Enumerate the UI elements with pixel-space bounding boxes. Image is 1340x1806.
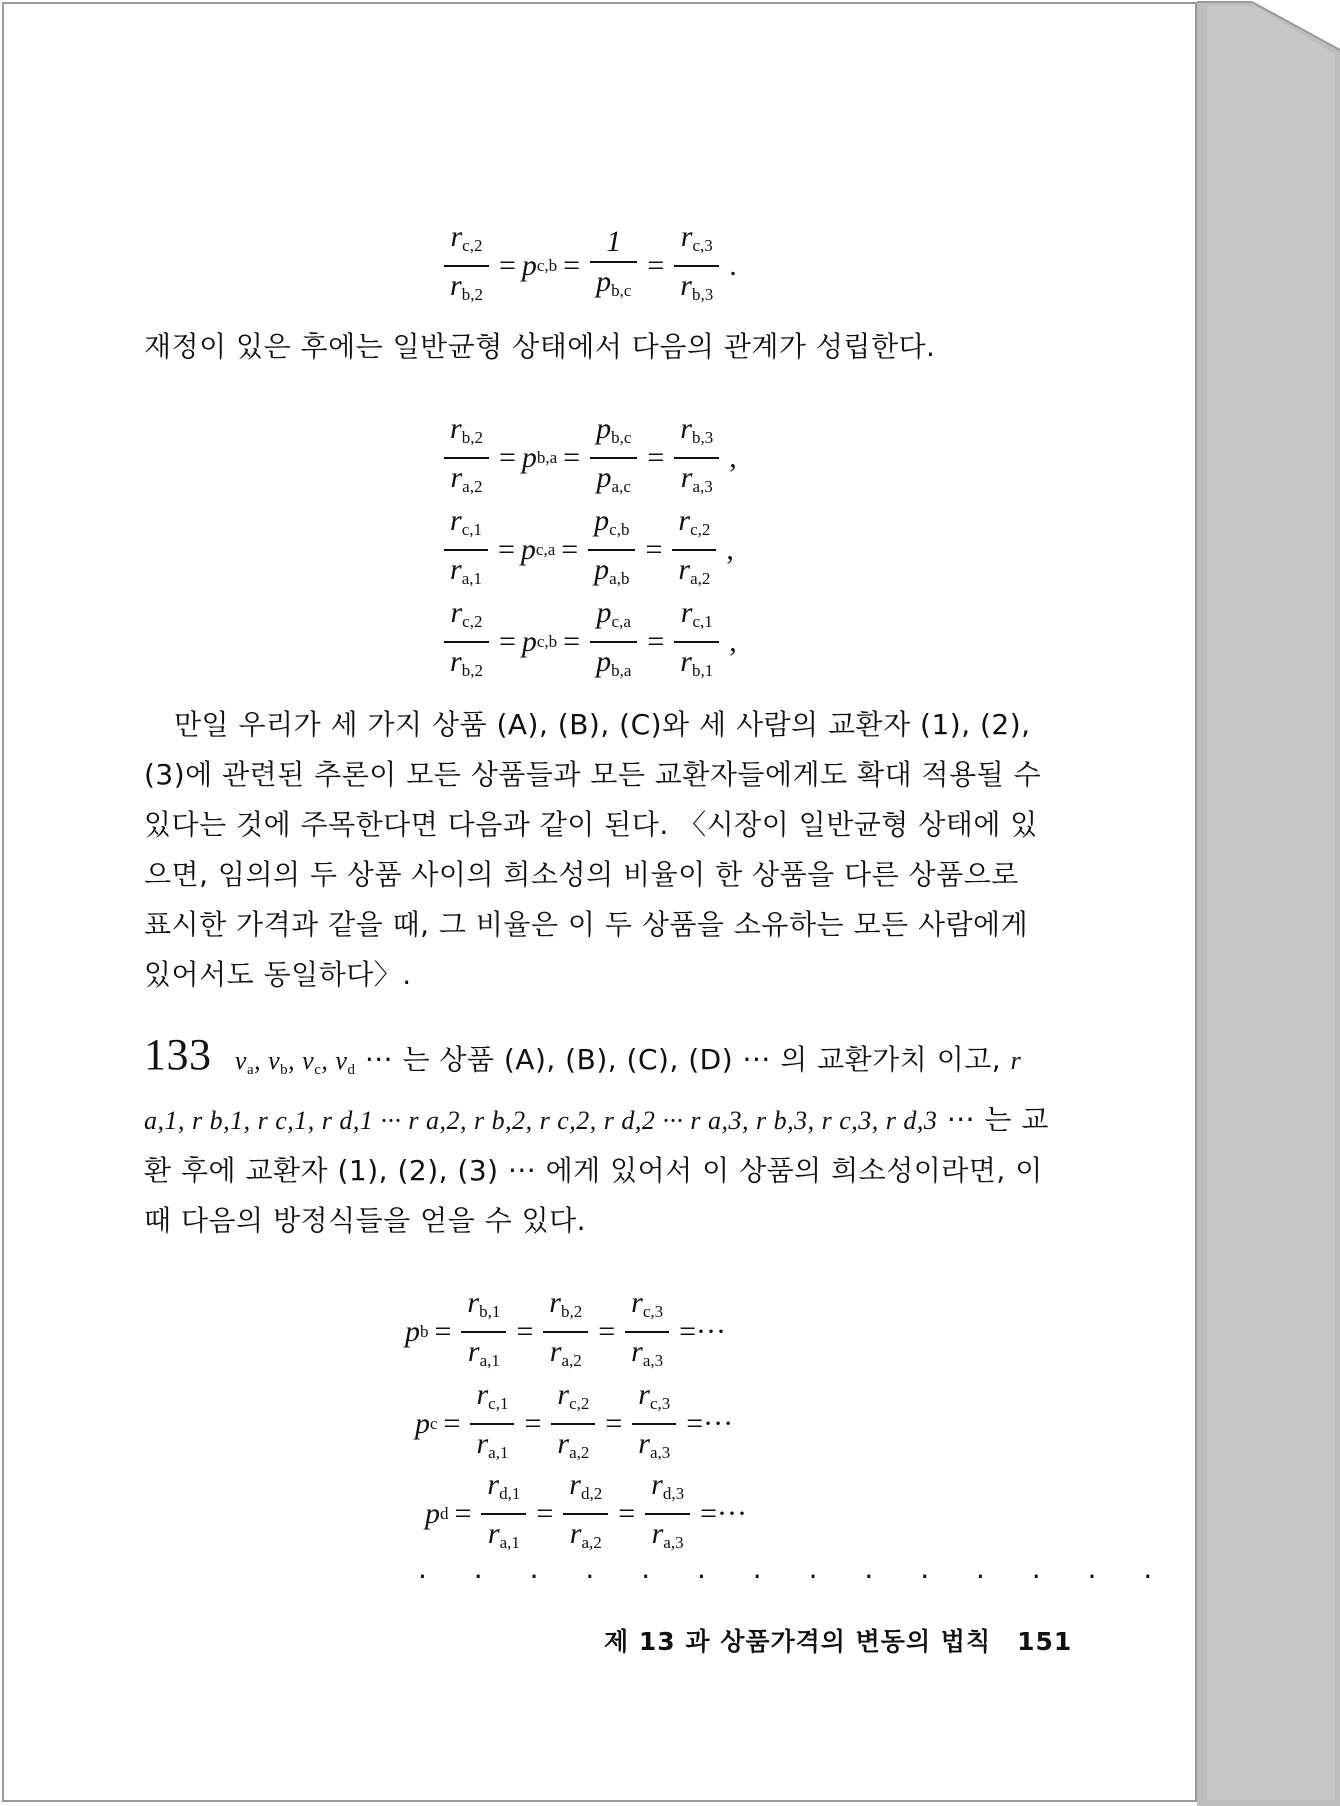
value-symbols: $v_a$, $v_b$, $v_c$, $v_d$	[234, 1046, 356, 1078]
equation-5: p b = $\frac{r_{b,1}}{r_{a,1}}$ = $\frac{r_{b,2}}{r_{a,2}}$ = $\frac{r_{c,3}}{r_{a,3}}$ =···	[405, 1286, 727, 1370]
paragraph-1: 재정이 있은 후에는 일반균형 상태에서 다음의 관계가 성립한다.	[144, 330, 936, 363]
section-number: 133	[144, 1030, 212, 1079]
equation-4: $\frac{r_{c,2}}{r_{b,2}}$ = p c,b = $\frac{p_{c,a}}{p_{b,a}}$ = $\frac{r_{c,1}}{r_{b,1}}$ ,	[440, 594, 737, 690]
chapter-title: 제 13 과 상품가격의 변동의 법칙	[604, 1627, 992, 1656]
continuation-dots: . . . . . . . . . . . . . .	[418, 1552, 1172, 1585]
scarcity-symbols: r a,1, r b,1, r c,1, r d,1 ··· r a,2, r b,2, r c,2, r d,2 ··· r a,3, r b,3, r c,3, r d,3	[144, 1046, 1022, 1135]
equation-3: $\frac{r_{c,1}}{r_{a,1}}$ = p c,a = $\frac{p_{c,b}}{p_{a,b}}$ = $\frac{r_{c,2}}{r_{a,2}}$ ,	[440, 502, 734, 598]
equation-7: p d = $\frac{r_{d,1}}{r_{a,1}}$ = $\frac{r_{d,2}}{r_{a,2}}$ = $\frac{r_{d,3}}{r_{a,3}}$ =···	[425, 1468, 747, 1552]
page-number: 151	[1017, 1627, 1073, 1656]
paragraph-133: 133 $v_a$, $v_b$, $v_c$, $v_d$ ··· 는 상품 (A), (B), (C), (D) ··· 의 교환가치 이고, r a,1, r b,1, r c,1, r d,1 ··· r a,2, r b,2, r c,2, r d,2 ··· r a,3, r b,3, r c,3, r d,3 ··· 는 교환 후에 교환자 (1), (2), (3) ··· 에게 있어서 이 상품의 희소성이라면, 이때 다음의 방정식들을 얻을 수 있다.	[144, 1030, 1049, 1237]
paragraph-2: 만일 우리가 세 가지 상품 (A), (B), (C)와 세 사람의 교환자 (1), (2), (3)에 관련된 추론이 모든 상품들과 모든 교환자들에게도 확대 적용될 수 있다는 것에 주목한다면 다음과 같이 된다. 〈시장이 일반균형 상태에 있으면, 임의의 두 상품 사이의 희소성의 비율이 한 상품을 다른 상품으로 표시한 가격과 같을 때, 그 비율은 이 두 상품을 소유하는 모든 사람에게 있어서도 동일하다〉.	[144, 708, 1042, 991]
page-footer	[604, 1622, 1072, 1658]
equation-1: $\frac{r_{c,2}}{r_{b,2}}$ = p c,b = $\frac{1}{p_{b,c}}$ = $\frac{r_{c,3}}{r_{b,3}}$ .	[440, 218, 737, 314]
equation-6: p c = $\frac{r_{c,1}}{r_{a,1}}$ = $\frac{r_{c,2}}{r_{a,2}}$ = $\frac{r_{c,3}}{r_{a,3}}$ =···	[415, 1378, 734, 1462]
book-spine	[1197, 0, 1340, 1806]
equation-2: $\frac{r_{b,2}}{r_{a,2}}$ = p b,a = $\frac{p_{b,c}}{p_{a,c}}$ = $\frac{r_{b,3}}{r_{a,3}}$ ,	[440, 410, 737, 506]
